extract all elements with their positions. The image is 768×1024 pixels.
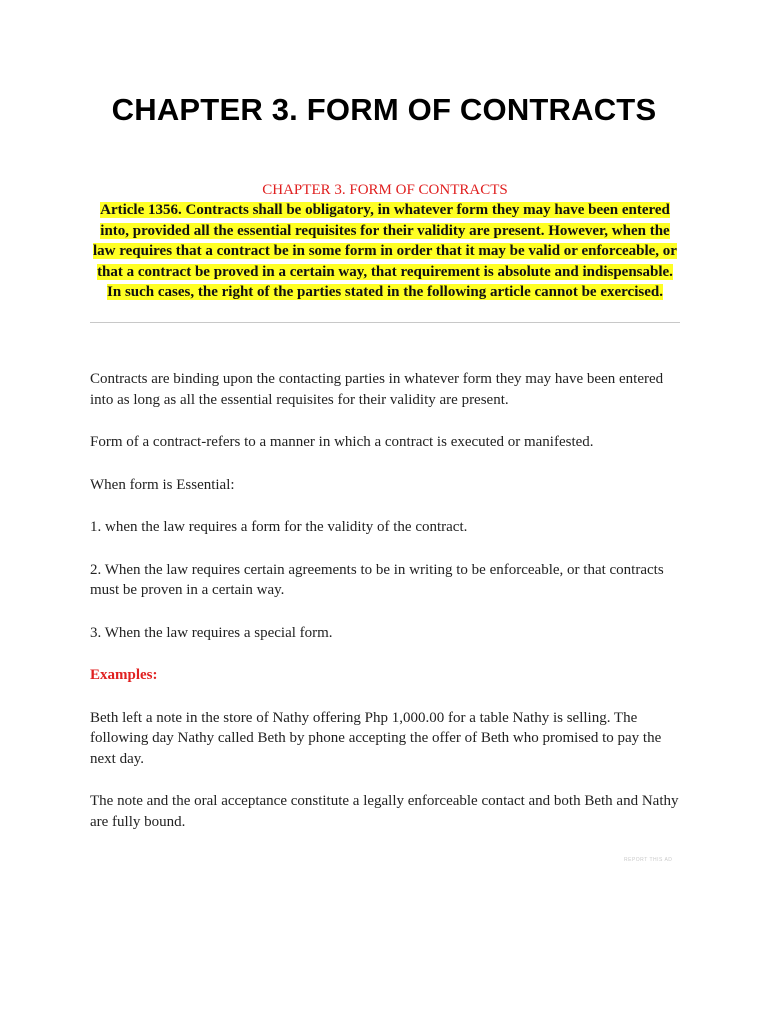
document-body <box>90 369 690 854</box>
body-paragraph-form-definition: Form of a contract-refers to a manner in which a contract is executed or manifested. <box>90 434 594 450</box>
list-item-1: 1. when the law requires a form for the validity of the contract. <box>90 519 468 535</box>
document-title: CHAPTER 3. FORM OF CONTRACTS <box>111 92 657 127</box>
article-chapter-title: CHAPTER 3. FORM OF CONTRACTS <box>262 182 508 198</box>
article-highlight: Article 1356. Contracts shall be obligatory, in whatever form they may have been entered into, provided all the essential requisites for their validity are present. However, when the law requires that a contract be in some form in order that it may be valid or enforceable, or that a contract be proved in a certain way, that requirement is absolute and indispensable. In such cases, the right of the parties stated in the following article cannot be exercised. <box>93 202 677 300</box>
list-item-2: 2. When the law requires certain agreements to be in writing to be enforceable, or that contracts must be proven in a certain way. <box>90 561 664 598</box>
article-excerpt <box>90 180 680 303</box>
examples-heading: Examples: <box>90 667 158 683</box>
report-ad-link[interactable]: REPORT THIS AD <box>624 857 673 863</box>
article-1356-text <box>90 200 680 303</box>
example-paragraph-2: The note and the oral acceptance constitute a legally enforceable contact and both Beth and Nathy are fully bound. <box>90 793 679 830</box>
body-paragraph-definition: Contracts are binding upon the contacting parties in whatever form they may have been entered into as long as all the essential requisites for their validity are present. <box>90 371 664 408</box>
body-paragraph-form-essential: When form is Essential: <box>90 476 235 493</box>
section-divider <box>90 322 680 323</box>
list-item-3: 3. When the law requires a special form. <box>90 624 333 641</box>
example-paragraph-1: Beth left a note in the store of Nathy offering Php 1,000.00 for a table Nathy is selling. The following day Nathy called Beth by phone accepting the offer of Beth who promised to pay the next day. <box>90 709 662 767</box>
